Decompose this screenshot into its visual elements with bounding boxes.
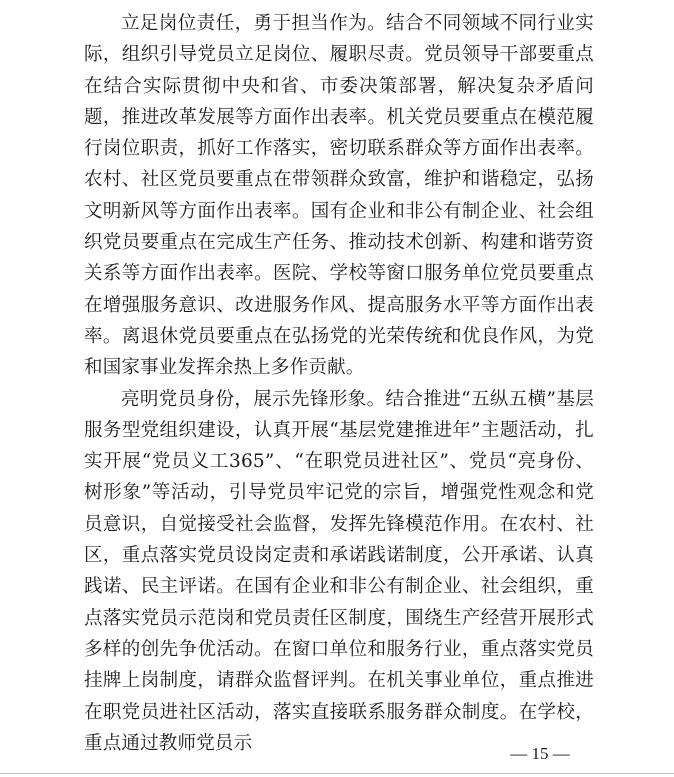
paragraph-job-responsibility: 立足岗位责任，勇于担当作为。结合不同领域不同行业实际，组织引导党员立足岗位、履职尽责。党员领导干部要重点在结合实际贯彻中央和省、市委决策部署，解决复杂矛盾问题，推进改革发展等方面作出表率。机关党员要重点在模范履行岗位职责，抓好工作落实，密切联系群众等方面作出表率。农村、社区党员要重点在带领群众致富，维护和谐稳定，弘扬文明新风等方面作出表率。国有企业和非公有制企业、社会组织党员要重点在完成生产任务、推动技术创新、构建和谐劳资关系等方面作出表率。医院、学校等窗口服务单位党员要重点在增强服务意识、改进服务作风、提高服务水平等方面作出表率。离退休党员要重点在弘扬党的光荣传统和优良作风，为党和国家事业发挥余热上多作贡献。	[84, 13, 594, 379]
page-bottom-divider	[0, 773, 674, 774]
paragraph-party-identity: 亮明党员身份，展示先锋形象。结合推进“五纵五横”基层服务型党组织建设，认真开展“基层党建推进年”主题活动，扎实开展“党员义工365”、“在职党员进社区”、党员“亮身份、树形象”等活动，引导党员牢记党的宗旨，增强党性观念和党员意识，自觉接受社会监督，发挥先锋模范作用。在农村、社区，重点落实党员设岗定责和承诺践诺制度，公开承诺、认真践诺、民主评诺。在国有企业和非公有制企业、社会组织，重点落实党员示范岗和党员责任区制度，围绕生产经营开展形式多样的创先争优活动。在窗口单位和服务行业，重点落实党员挂牌上岗制度，请群众监督评判。在机关事业单位，重点推进在职党员进社区活动，落实直接联系服务群众制度。在学校，重点通过教师党员示	[84, 388, 594, 754]
document-body	[84, 8, 594, 759]
page-number: — 15 —	[510, 744, 570, 763]
